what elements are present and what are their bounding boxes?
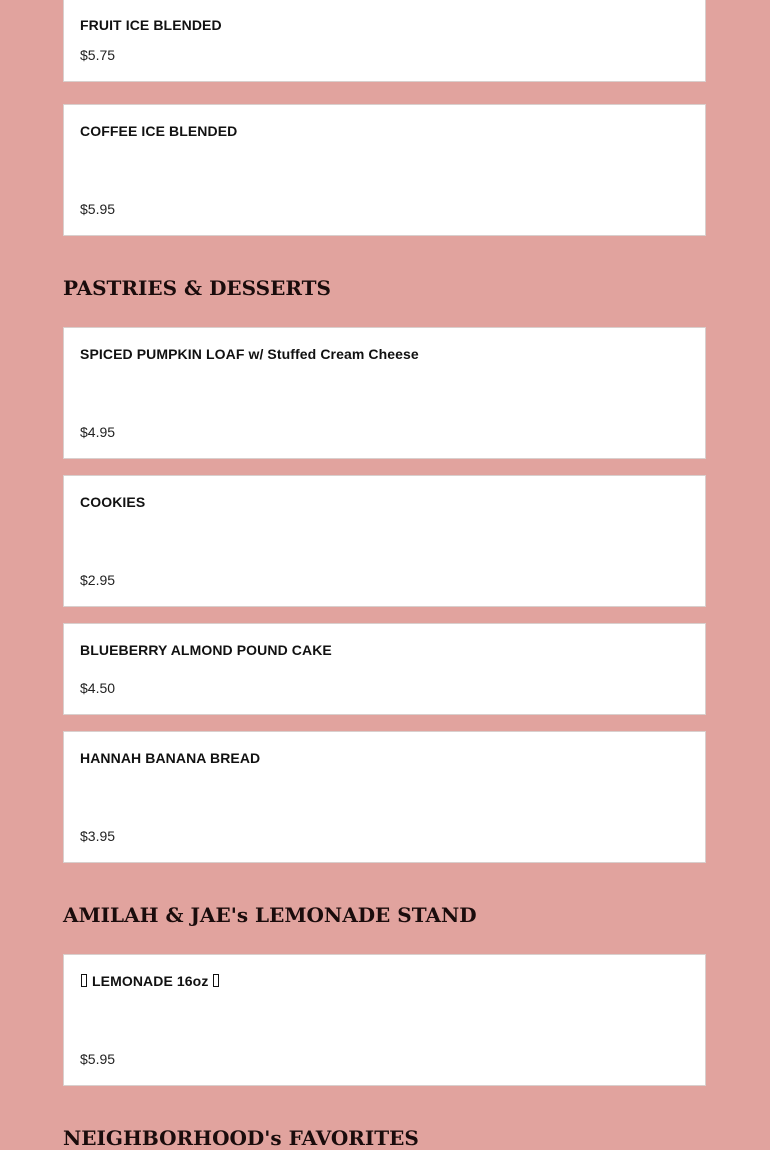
menu-item-fruit-ice-blended[interactable] [63,0,706,82]
menu-item-price: $3.95 [80,828,116,844]
menu-item-name: FRUIT ICE BLENDED [80,17,222,33]
menu-item-price: $5.95 [80,1051,116,1067]
menu-item-price: $5.95 [80,201,116,217]
menu-item-cookies[interactable] [63,475,706,607]
menu-item-coffee-ice-blended[interactable] [63,104,706,236]
menu-item-blueberry-almond-pound-cake[interactable] [63,623,706,715]
section-title-lemonade-stand: AMILAH & JAE's LEMONADE STAND [63,903,477,927]
menu-item-name-row [80,973,220,989]
menu-item-spiced-pumpkin-loaf[interactable] [63,327,706,459]
section-title-neighborhood-favorites: NEIGHBORHOOD's FAVORITES [63,1126,419,1150]
menu-item-hannah-banana-bread[interactable] [63,731,706,863]
missing-glyph-icon [81,974,87,987]
missing-glyph-icon [213,974,219,987]
menu-item-name: SPICED PUMPKIN LOAF w/ Stuffed Cream Cheese [80,346,419,362]
menu-item-price: $2.95 [80,572,116,588]
menu-item-name: COOKIES [80,494,146,510]
section-title-pastries: PASTRIES & DESSERTS [63,276,331,300]
menu-item-name: HANNAH BANANA BREAD [80,750,261,766]
menu-item-name: BLUEBERRY ALMOND POUND CAKE [80,642,332,658]
menu-item-price: $5.75 [80,47,116,63]
menu-item-lemonade-16oz[interactable] [63,954,706,1086]
menu-item-price: $4.50 [80,680,116,696]
menu-item-name: COFFEE ICE BLENDED [80,123,238,139]
menu-item-price: $4.95 [80,424,116,440]
menu-item-name: LEMONADE 16oz [92,973,209,989]
